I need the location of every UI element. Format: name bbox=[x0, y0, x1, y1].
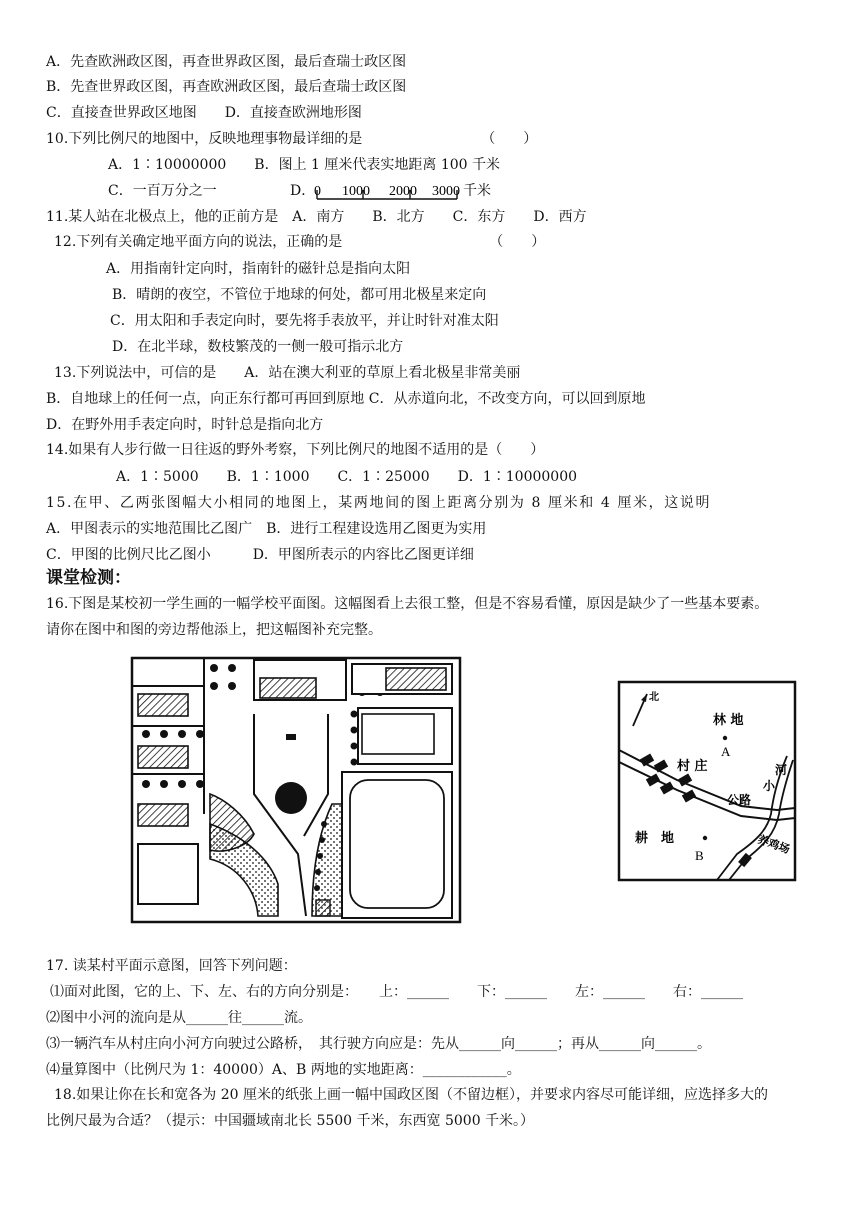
label-chicken-farm: 养鸡场 bbox=[756, 832, 792, 857]
question-17-4: ⑷量算图中（比例尺为 1：40000）A、B 两地的实地距离：____________。 bbox=[46, 1062, 521, 1078]
option-13d: D．在野外用手表定向时，时针总是指向北方 bbox=[46, 417, 324, 433]
option-10c: C．一百万分之一 bbox=[108, 183, 217, 199]
label-point-b: B bbox=[695, 848, 704, 863]
option-10d-label: D． bbox=[290, 183, 316, 199]
option-12a: A．用指南针定向时，指南针的磁针总是指向太阳 bbox=[106, 261, 411, 277]
option-12d: D．在北半球，数枝繁茂的一侧一般可指示北方 bbox=[112, 339, 404, 355]
question-11: 11.某人站在北极点上，他的正前方是 A．南方 B．北方 C．东方 D．西方 bbox=[46, 209, 587, 225]
question-17-2: ⑵图中小河的流向是从______往______流。 bbox=[46, 1010, 312, 1026]
option-15ab: A．甲图表示的实地范围比乙图广 B．进行工程建设选用乙图更为实用 bbox=[46, 521, 487, 537]
scale-tick-1000: 1000 bbox=[342, 184, 370, 199]
label-forest: 林 地 bbox=[713, 713, 744, 728]
option-10ab: A．1∶10000000 B．图上 1 厘米代表实地距离 100 千米 bbox=[108, 157, 500, 173]
scale-bar bbox=[308, 178, 488, 202]
school-plan-map bbox=[128, 654, 464, 926]
question-16-cont: 请你在图中和图的旁边帮他添上，把这幅图补充完整。 bbox=[46, 622, 382, 638]
option-14: A．1∶5000 B．1∶1000 C．1∶25000 D．1∶10000000 bbox=[116, 469, 578, 485]
question-14: 14.如果有人步行做一日往返的野外考察，下列比例尺的地图不适用的是（ ） bbox=[46, 442, 545, 458]
question-17-1: ⑴面对此图，它的上、下、左、右的方向分别是： 上：______ 下：______ 左：______ 右：______ bbox=[50, 984, 743, 1000]
question-17: 17. 读某村平面示意图，回答下列问题： bbox=[46, 958, 297, 974]
label-village: 村 庄 bbox=[677, 759, 708, 774]
scale-tick-0: 0 bbox=[314, 184, 321, 199]
label-point-a: A bbox=[721, 744, 731, 759]
label-farmland: 耕 地 bbox=[635, 831, 675, 846]
label-river: 河 bbox=[775, 763, 788, 777]
question-15: 15.在甲、乙两张图幅大小相同的地图上，某两地间的图上距离分别为 8 厘米和 4 厘米，这说明 bbox=[46, 495, 712, 511]
question-18: 18.如果让你在长和宽各为 20 厘米的纸张上画一幅中国政区图（不留边框），并要求内容尽可能详细，应选择多大的 bbox=[54, 1087, 768, 1103]
question-17-3: ⑶一辆汽车从村庄向小河方向驶过公路桥， 其行驶方向应是：先从______向______；再从______向______。 bbox=[46, 1036, 711, 1052]
question-12: 12.下列有关确定地平面方向的说法，正确的是 （ ） bbox=[54, 234, 546, 250]
option-9b: B．先查世界政区图，再查欧洲政区图，最后查瑞士政区图 bbox=[46, 79, 407, 95]
section-heading: 课堂检测： bbox=[46, 568, 131, 588]
option-13bc: B．自地球上的任何一点，向正东行都可再回到原地 C．从赤道向北，不改变方向，可以回到原地 bbox=[46, 391, 646, 407]
scale-tick-3000: 3000 bbox=[432, 184, 460, 199]
scale-tick-2000: 2000 bbox=[389, 184, 417, 199]
village-map bbox=[617, 680, 797, 882]
question-10: 10.下列比例尺的地图中，反映地理事物最详细的是 （ ） bbox=[46, 131, 538, 147]
question-13: 13.下列说法中，可信的是 A．站在澳大利亚的草原上看北极星非常美丽 bbox=[54, 365, 521, 381]
svg-text:北: 北 bbox=[649, 692, 659, 703]
label-river-small: 小 bbox=[763, 779, 776, 793]
option-9cd: C．直接查世界政区地图 D．直接查欧洲地形图 bbox=[46, 105, 362, 121]
option-9a: A．先查欧洲政区图，再查世界政区图，最后查瑞士政区图 bbox=[46, 54, 407, 70]
question-18-cont: 比例尺最为合适？（提示：中国疆域南北长 5500 千米，东西宽 5000 千米。） bbox=[46, 1113, 535, 1129]
option-10d-unit: 千米 bbox=[463, 183, 491, 199]
question-16: 16.下图是某校初一学生画的一幅学校平面图。这幅图看上去很工整，但是不容易看懂，原因是缺少了一些基本要素。 bbox=[46, 596, 769, 612]
option-12c: C．用太阳和手表定向时，要先将手表放平，并让时针对准太阳 bbox=[110, 313, 499, 329]
option-12b: B．晴朗的夜空，不管位于地球的何处，都可用北极星来定向 bbox=[112, 287, 487, 303]
label-road: 公路 bbox=[727, 793, 752, 807]
option-15cd: C．甲图的比例尺比乙图小 D．甲图所表示的内容比乙图更详细 bbox=[46, 547, 474, 563]
